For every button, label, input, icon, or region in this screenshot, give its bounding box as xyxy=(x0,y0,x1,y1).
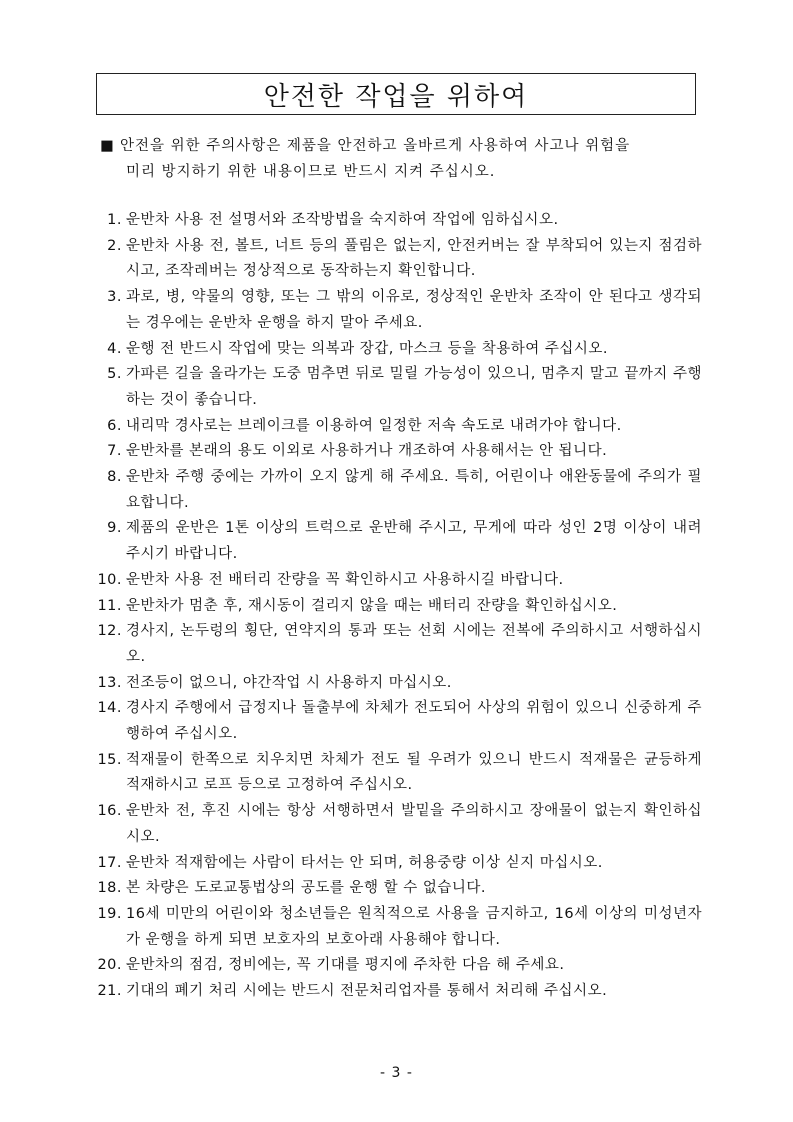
list-item-text: 운반차 사용 전, 볼트, 너트 등의 풀림은 없는지, 안전커버는 잘 부착되어 있는지 점검하시고, 조작레버는 정상적으로 동작하는지 확인합니다. xyxy=(126,237,702,280)
list-item-text: 내리막 경사로는 브레이크를 이용하여 일정한 저속 속도로 내려가야 합니다. xyxy=(126,417,622,434)
list-item xyxy=(92,362,702,413)
list-item-number: 15. xyxy=(97,751,122,768)
list-item-number: 1. xyxy=(107,212,122,228)
list-item xyxy=(92,902,702,953)
list-item-text: 운반차 사용 전 배터리 잔량을 꼭 확인하시고 사용하시길 바랍니다. xyxy=(126,571,564,588)
list-item-text: 운반차 사용 전 설명서와 조작방법을 숙지하여 작업에 임하십시오. xyxy=(126,212,559,228)
list-item-text: 운반차 주행 중에는 가까이 오지 않게 해 주세요. 특히, 어린이나 애완동물에 주의가 필요합니다. xyxy=(126,469,702,511)
list-item-number: 9. xyxy=(107,520,122,537)
list-item-number: 4. xyxy=(107,340,122,357)
list-item xyxy=(92,414,702,440)
list-item-number: 19. xyxy=(97,905,122,922)
intro-paragraph xyxy=(100,133,700,185)
title-box xyxy=(96,73,696,115)
list-item xyxy=(92,953,702,979)
list-item xyxy=(92,337,702,363)
list-item-text: 적재물이 한쪽으로 치우치면 차체가 전도 될 우려가 있으니 반드시 적재물은 균등하게 적재하시고 로프 등으로 고정하여 주십시오. xyxy=(126,751,702,794)
list-item-number: 18. xyxy=(97,880,122,897)
list-item-text: 기대의 폐기 처리 시에는 반드시 전문처리업자를 통해서 처리해 주십시오. xyxy=(126,983,608,1000)
page-title: 안전한 작업을 위하여 xyxy=(263,81,529,112)
list-item-text: 운반차를 본래의 용도 이외로 사용하거나 개조하여 사용해서는 안 됩니다. xyxy=(126,443,608,460)
list-item xyxy=(92,234,702,285)
safety-list xyxy=(92,208,702,1005)
list-item-number: 6. xyxy=(107,417,122,434)
list-item xyxy=(92,568,702,594)
list-item-text: 가파른 길을 올라가는 도중 멈추면 뒤로 밀릴 가능성이 있으니, 멈추지 말고 끝까지 주행하는 것이 좋습니다. xyxy=(126,366,702,408)
list-item-number: 12. xyxy=(97,623,122,640)
square-bullet-icon: ■ xyxy=(100,138,115,154)
list-item-number: 11. xyxy=(97,597,122,614)
list-item xyxy=(92,876,702,902)
list-item-text: 운반차 적재함에는 사람이 타서는 안 되며, 허용중량 이상 싣지 마십시오. xyxy=(126,854,603,871)
list-item xyxy=(92,748,702,799)
page-number: - 3 - xyxy=(380,1065,413,1081)
list-item xyxy=(92,208,702,234)
list-item xyxy=(92,799,702,850)
list-item-text: 운반차 전, 후진 시에는 항상 서행하면서 발밑을 주의하시고 장애물이 없는지 확인하십시오. xyxy=(126,803,702,845)
list-item-number: 20. xyxy=(97,957,122,974)
list-item-number: 7. xyxy=(107,443,122,460)
list-item-text: 운반차의 점검, 정비에는, 꼭 기대를 평지에 주차한 다음 해 주세요. xyxy=(126,957,565,974)
list-item-number: 10. xyxy=(97,571,122,588)
list-item xyxy=(92,465,702,516)
list-item xyxy=(92,439,702,465)
list-item-number: 17. xyxy=(97,854,122,871)
list-item-text: 경사지, 논두렁의 횡단, 연약지의 통과 또는 선회 시에는 전복에 주의하시고 서행하십시오. xyxy=(126,623,702,665)
list-item-text: 전조등이 없으니, 야간작업 시 사용하지 마십시오. xyxy=(126,674,452,691)
list-item xyxy=(92,671,702,697)
list-item-number: 13. xyxy=(97,674,122,691)
list-item xyxy=(92,696,702,747)
list-item-number: 21. xyxy=(97,983,122,1000)
list-item-number: 14. xyxy=(97,700,122,717)
list-item-text: 과로, 병, 약물의 영향, 또는 그 밖의 이유로, 정상적인 운반차 조작이 안 된다고 생각되는 경우에는 운반차 운행을 하지 말아 주세요. xyxy=(126,289,702,331)
list-item-number: 3. xyxy=(107,289,122,306)
list-item-text: 본 차량은 도로교통법상의 공도를 운행 할 수 없습니다. xyxy=(126,880,487,897)
list-item-number: 8. xyxy=(107,469,122,486)
list-item xyxy=(92,619,702,670)
list-item-text: 운반차가 멈춘 후, 재시동이 걸리지 않을 때는 배터리 잔량을 확인하십시오. xyxy=(126,597,618,614)
intro-line-2: 미리 방지하기 위한 내용이므로 반드시 지켜 주십시오. xyxy=(126,164,496,180)
list-item-text: 16세 미만의 어린이와 청소년들은 원칙적으로 사용을 금지하고, 16세 이상의 미성년자가 운행을 하게 되면 보호자의 보호아래 사용해야 합니다. xyxy=(126,905,702,948)
intro-line-1: 안전을 위한 주의사항은 제품을 안전하고 올바르게 사용하여 사고나 위험을 xyxy=(120,138,631,154)
list-item-number: 16. xyxy=(97,803,122,820)
list-item-number: 5. xyxy=(107,366,122,383)
list-item-number: 2. xyxy=(107,237,122,254)
list-item xyxy=(92,979,702,1005)
list-item-text: 제품의 운반은 1톤 이상의 트럭으로 운반해 주시고, 무게에 따라 성인 2명 이상이 내려주시기 바랍니다. xyxy=(126,520,702,563)
list-item-text: 운행 전 반드시 작업에 맞는 의복과 장갑, 마스크 등을 착용하여 주십시오. xyxy=(126,340,609,357)
list-item xyxy=(92,851,702,877)
list-item xyxy=(92,516,702,567)
list-item-text: 경사지 주행에서 급정지나 돌출부에 차체가 전도되어 사상의 위험이 있으니 신중하게 주행하여 주십시오. xyxy=(126,700,702,743)
list-item xyxy=(92,285,702,336)
list-item xyxy=(92,594,702,620)
